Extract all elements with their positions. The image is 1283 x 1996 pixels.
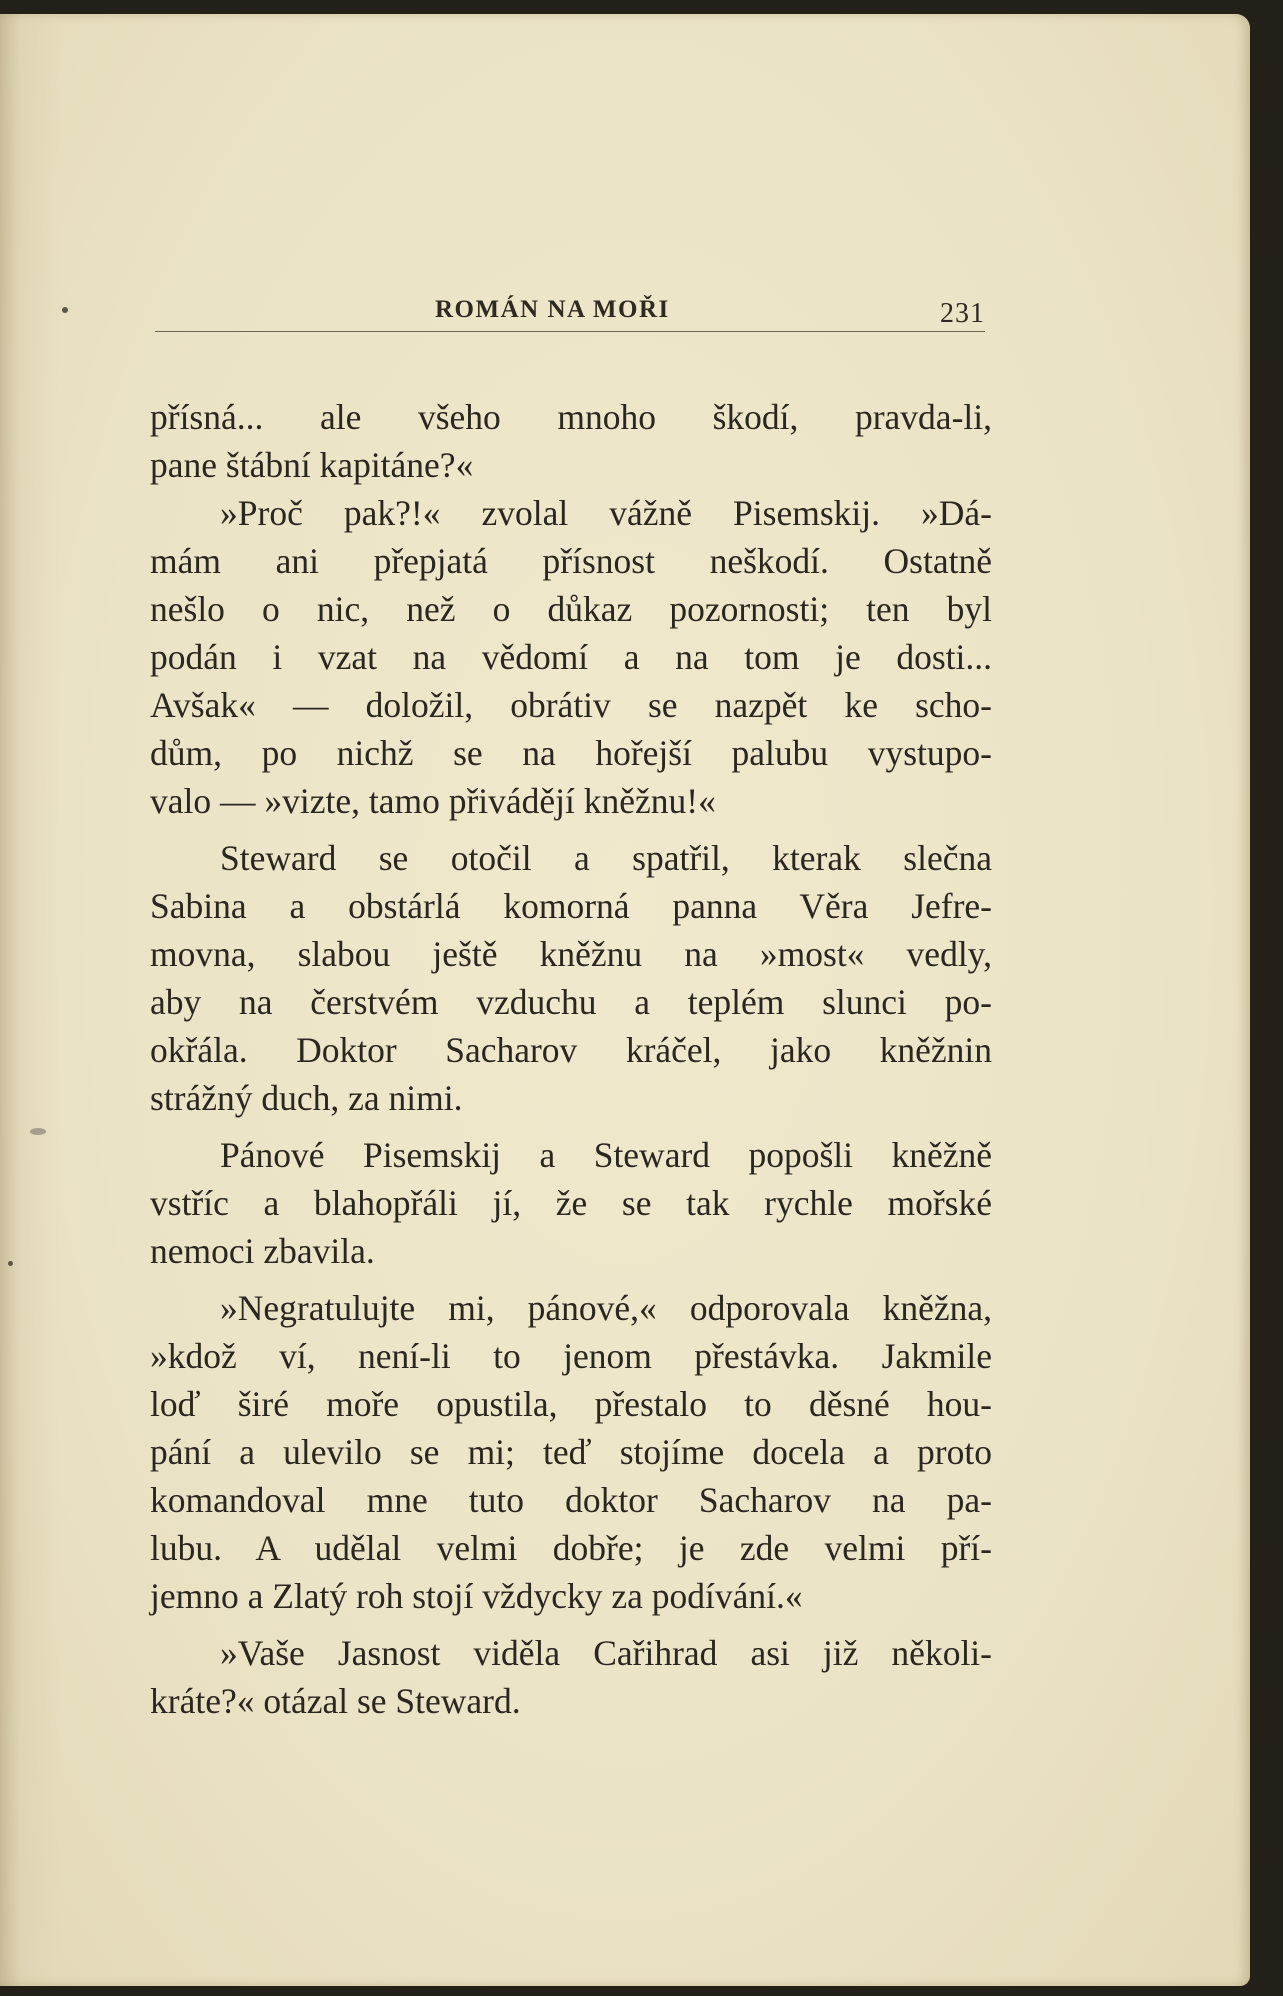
text-line: »Negratulujte mi, pánové,« odporovala kněžna, — [220, 1288, 992, 1328]
text-line: nemoci zbavila. — [150, 1231, 375, 1271]
paragraph-gap — [150, 1275, 992, 1284]
text-line: »Vaše Jasnost viděla Cařihrad asi již několi- — [220, 1633, 992, 1673]
text-line: movna, slabou ještě kněžnu na »most« vedly, — [150, 934, 992, 974]
paragraph-gap — [150, 1122, 992, 1131]
text-line: aby na čerstvém vzduchu a teplém slunci po- — [150, 982, 992, 1022]
text-line: přísná... ale všeho mnoho škodí, pravda-li, — [150, 397, 992, 437]
running-head: ROMÁN NA MOŘI — [435, 296, 670, 323]
text-line: lubu. A udělal velmi dobře; je zde velmi pří- — [150, 1528, 992, 1568]
page-stain — [30, 1128, 46, 1135]
text-line: Sabina a obstárlá komorná panna Věra Jefre- — [150, 886, 992, 926]
text-line: dům, po nichž se na hořejší palubu vystupo- — [150, 733, 992, 773]
page-number: 231 — [940, 298, 985, 329]
body-text — [150, 393, 992, 1725]
text-line: strážný duch, za nimi. — [150, 1078, 463, 1118]
book-page — [0, 14, 1250, 1986]
text-line: okřála. Doktor Sacharov kráčel, jako kněžnin — [150, 1030, 992, 1070]
paragraph — [150, 1131, 992, 1275]
text-line: vstříc a blahopřáli jí, že se tak rychle mořské — [150, 1183, 992, 1223]
text-line: Pánové Pisemskij a Steward popošli kněžně — [220, 1135, 992, 1175]
paragraph — [150, 1284, 992, 1620]
text-line: »Proč pak?!« zvolal vážně Pisemskij. »Dá- — [220, 493, 992, 533]
text-line: Avšak« — doložil, obrátiv se nazpět ke scho- — [150, 685, 992, 725]
text-line: mám ani přepjatá přísnost neškodí. Ostatně — [150, 541, 992, 581]
text-line: komandoval mne tuto doktor Sacharov na pa- — [150, 1480, 992, 1520]
text-line: pane štábní kapitáne?« — [150, 445, 474, 485]
text-line: Steward se otočil a spatřil, kterak slečna — [220, 838, 992, 878]
header-rule — [155, 331, 985, 332]
text-line: podán i vzat na vědomí a na tom je dosti... — [150, 637, 992, 677]
page-gutter-shadow — [0, 14, 60, 1986]
paragraph — [150, 393, 992, 489]
text-line: »kdož ví, není-li to jenom přestávka. Jakmile — [150, 1336, 992, 1376]
page-speck — [8, 1261, 13, 1266]
text-line: pání a ulevilo se mi; teď stojíme docela a proto — [150, 1432, 992, 1472]
text-line: valo — »vizte, tamo přivádějí kněžnu!« — [150, 781, 716, 821]
paragraph-gap — [150, 1620, 992, 1629]
paragraph — [150, 1629, 992, 1725]
text-line: jemno a Zlatý roh stojí vždycky za podívání.« — [150, 1576, 803, 1616]
text-line: loď širé moře opustila, přestalo to děsné hou- — [150, 1384, 992, 1424]
page-speck — [62, 307, 68, 313]
paragraph-gap — [150, 825, 992, 834]
paragraph — [150, 489, 992, 825]
text-line: nešlo o nic, než o důkaz pozornosti; ten byl — [150, 589, 992, 629]
text-line: kráte?« otázal se Steward. — [150, 1681, 521, 1721]
page-header — [155, 282, 985, 332]
paragraph — [150, 834, 992, 1122]
